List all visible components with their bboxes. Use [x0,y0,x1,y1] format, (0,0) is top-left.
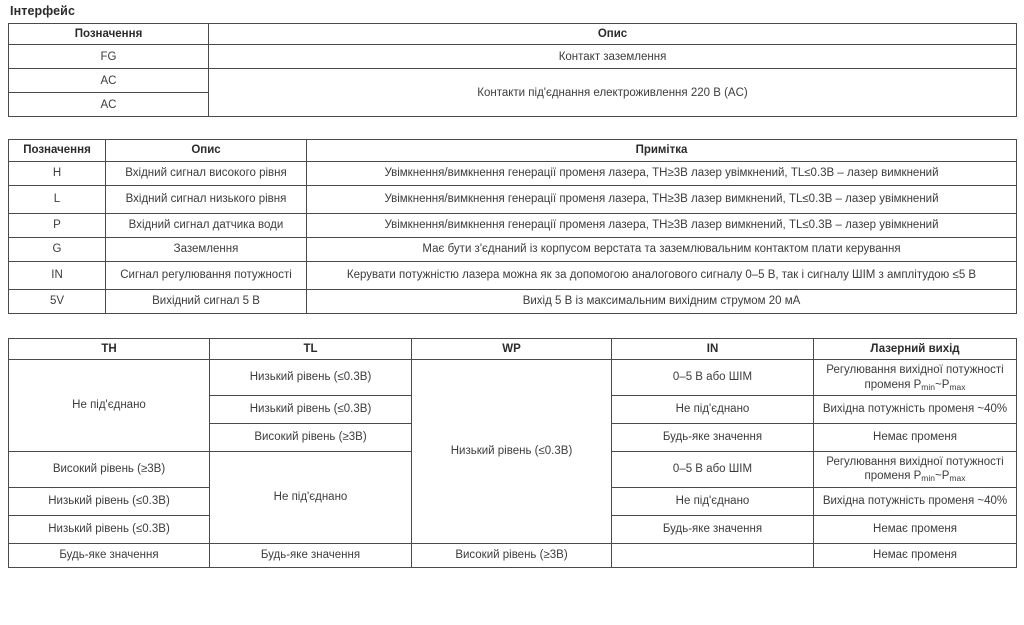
column-header-wp: WP [412,338,612,359]
cell-note: Має бути з'єднаний із корпусом верстата та заземлювальним контактом плати керування [307,237,1017,261]
column-header-description: Опис [209,24,1017,45]
table-row [9,261,1017,289]
table-header-row [9,140,1017,161]
table-row [9,289,1017,313]
cell-laser-output: Немає променя [814,423,1017,451]
cell-description: Вхідний сигнал високого рівня [106,161,307,185]
cell-tl: Низький рівень (≤0.3B) [210,360,412,396]
column-header-description: Опис [106,140,307,161]
cell-description: Контакти під'єднання електроживлення 220 В (AC) [209,69,1017,117]
cell-laser-output [814,451,1017,487]
cell-in: Не під'єднано [612,395,814,423]
cell-note: Увімкнення/вимкнення генерації променя лазера, TH≥3B лазер вимкнений, TL≤0.3B – лазер увімкнений [307,185,1017,213]
p-max-subscript: max [949,381,966,392]
cell-designation: FG [9,45,209,69]
cell-description: Вхідний сигнал низького рівня [106,185,307,213]
column-header-laser-output: Лазерний вихід [814,338,1017,359]
cell-designation: 5V [9,289,106,313]
power-interface-table [8,23,1017,117]
cell-laser-output: Вихідна потужність променя ~40% [814,395,1017,423]
cell-note: Увімкнення/вимкнення генерації променя лазера, TH≥3B лазер вимкнений, TL≤0.3B – лазер увімкнений [307,213,1017,237]
cell-designation: H [9,161,106,185]
cell-note: Керувати потужністю лазера можна як за допомогою аналогового сигналу 0–5 В, так і сигналу ШІМ з амплітудою ≤5 В [307,261,1017,289]
cell-laser-output: Немає променя [814,543,1017,567]
cell-wp: Низький рівень (≤0.3B) [412,360,612,544]
p-max-subscript: max [949,473,966,484]
table-row [9,543,1017,567]
column-header-tl: TL [210,338,412,359]
page-title: Інтерфейс [10,4,75,18]
column-header-in: IN [612,338,814,359]
cell-description: Заземлення [106,237,307,261]
table-header-row [9,24,1017,45]
table-row [9,185,1017,213]
cell-note: Увімкнення/вимкнення генерації променя лазера, TH≥3B лазер увімкнений, TL≤0.3B – лазер вимкнений [307,161,1017,185]
cell-in [612,543,814,567]
cell-wp: Високий рівень (≥3B) [412,543,612,567]
cell-designation: G [9,237,106,261]
cell-description: Вхідний сигнал датчика води [106,213,307,237]
column-header-note: Примітка [307,140,1017,161]
cell-laser-output [814,360,1017,396]
cell-in: Будь-яке значення [612,515,814,543]
cell-laser-output: Вихідна потужність променя ~40% [814,487,1017,515]
cell-description: Сигнал регулювання потужності [106,261,307,289]
table-row [9,161,1017,185]
column-header-th: TH [9,338,210,359]
cell-designation: P [9,213,106,237]
cell-note: Вихід 5 В із максимальним вихідним струмом 20 мА [307,289,1017,313]
cell-tl: Високий рівень (≥3B) [210,423,412,451]
cell-in: 0–5 В або ШІМ [612,451,814,487]
cell-in: Не під'єднано [612,487,814,515]
cell-laser-output: Немає променя [814,515,1017,543]
table-row [9,45,1017,69]
cell-th: Низький рівень (≤0.3B) [9,487,210,515]
output-regulate-mid: ~P [935,470,950,483]
cell-th: Низький рівень (≤0.3B) [9,515,210,543]
spacer [8,314,1016,338]
cell-th: Будь-яке значення [9,543,210,567]
table-row [9,213,1017,237]
p-min-subscript: min [921,381,935,392]
cell-in: Будь-яке значення [612,423,814,451]
table-row [9,237,1017,261]
cell-description: Вихідний сигнал 5 В [106,289,307,313]
output-regulate-text: Регулювання вихідної потужності променя P [826,364,1004,391]
cell-tl: Будь-яке значення [210,543,412,567]
laser-logic-table [8,338,1017,568]
p-min-subscript: min [921,473,935,484]
cell-designation: L [9,185,106,213]
column-header-designation: Позначення [9,24,209,45]
signal-pins-table [8,139,1017,313]
output-regulate-text: Регулювання вихідної потужності променя P [826,455,1004,483]
cell-th: Високий рівень (≥3B) [9,451,210,487]
cell-designation: AC [9,69,209,93]
table-row [9,69,1017,93]
table-row [9,360,1017,396]
cell-in: 0–5 В або ШІМ [612,360,814,396]
column-header-designation: Позначення [9,140,106,161]
cell-designation: AC [9,93,209,117]
output-regulate-mid: ~P [935,378,950,391]
spacer [8,117,1016,139]
cell-tl: Низький рівень (≤0.3B) [210,395,412,423]
cell-description: Контакт заземлення [209,45,1017,69]
cell-th: Не під'єднано [9,360,210,452]
cell-tl: Не під'єднано [210,451,412,543]
cell-designation: IN [9,261,106,289]
table-header-row [9,338,1017,359]
